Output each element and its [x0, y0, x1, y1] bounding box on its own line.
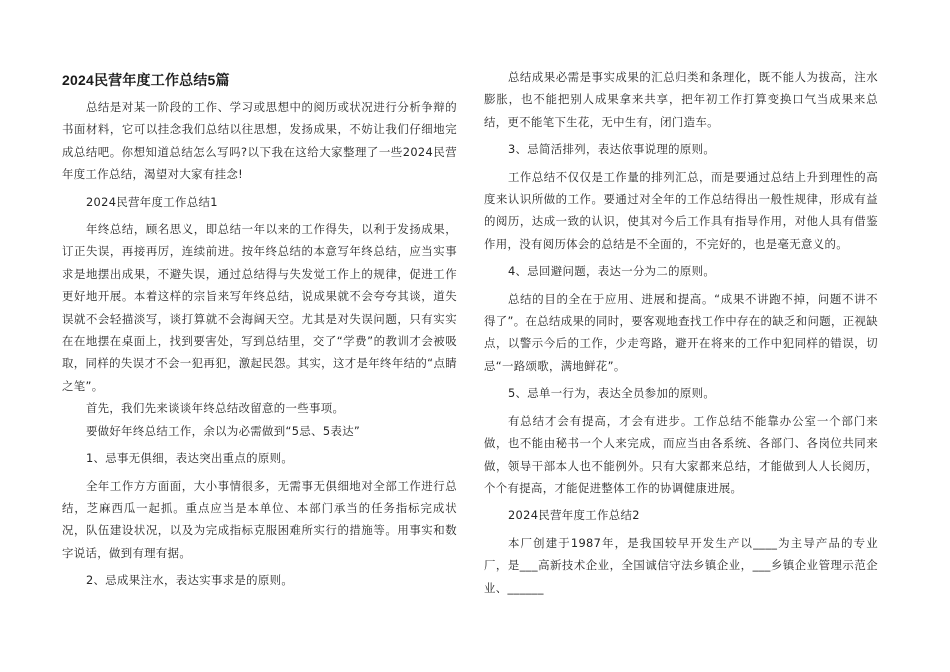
point-heading: 4、忌回避问题，表达一分为二的原则。	[507, 264, 716, 279]
point-heading: 3、忌简活排列，表达依事说理的原则。	[507, 142, 716, 157]
document-title: 2024民营年度工作总结5篇	[62, 72, 230, 88]
paragraph: 总结的目的全在于应用、进展和提高。“成果不讲跑不掉，问题不讲不得了”。在总结成果的同时，要客观地查找工作中存在的缺乏和问题，正视缺点，以警示今后的工作，少走弯路，避开在将来的工作中犯同样的错误，切忌“一路颂歌，满地鲜花”。	[484, 291, 878, 373]
paragraph: 要做好年终总结工作，余以为必需做到“5忌、5表达”	[85, 423, 361, 438]
point-heading: 1、忌事无俱细，表达突出重点的原则。	[85, 451, 294, 466]
section-1-title: 2024民营年度工作总结1	[85, 194, 218, 209]
paragraph: 首先，我们先来谈谈年终总结改留意的一些事项。	[85, 401, 345, 416]
point-heading: 5、忌单一行为，表达全员参加的原则。	[507, 386, 716, 401]
paragraph: 全年工作方方面面，大小事情很多，无需事无俱细地对全部工作进行总结，芝麻西瓜一起抓。重点应当是本单位、本部门承当的任务指标完成状况，队伍建设状况，以及为完成指标克服困难所实行的措施等。用事实和数字说话，做到有理有据。	[62, 478, 457, 560]
paragraph: 工作总结不仅仅是工作量的排列汇总，而是要通过总结上升到理性的高度来认识所做的工作。要通过对全年的工作总结得出一般性规律，形成有益的阅历，达成一致的认识，使其对今后工作具有指导作用，对他人具有借鉴作用，没有阅历体会的总结是不全面的，不完好的，也是毫无意义的。	[484, 169, 878, 251]
paragraph: 有总结才会有提高，才会有进步。工作总结不能靠办公室一个部门来做，也不能由秘书一个人来完成，而应当由各系统、各部门、各岗位共同来做，领导干部本人也不能例外。只有大家都来总结，才能做到人人长阅历，个个有提高，才能促进整体工作的协调健康进展。	[484, 413, 878, 495]
right-column	[484, 66, 878, 599]
paragraph: 本厂创建于1987年，是我国较早开发生产以____为主导产品的专业厂，是___高新技术企业，全国诚信守法乡镇企业，___乡镇企业管理示范企业、______	[484, 535, 878, 595]
paragraph: 总结成果必需是事实成果的汇总归类和条理化，既不能人为拔高，注水膨胀，也不能把别人成果拿来共享，把年初工作打算变换口气当成果来总结，更不能笔下生花，无中生有，闭门造车。	[484, 70, 878, 129]
point-heading: 2、忌成果注水，表达实事求是的原则。	[85, 573, 294, 588]
paragraph: 年终总结，顾名思义，即总结一年以来的工作得失，以利于发扬成果，订正失误，再接再厉，连续前进。按年终总结的本意写年终总结，应当实事求是地摆出成果，不避失误，通过总结得与失发觉工作上的规律，促进工作更好地开展。本着这样的宗旨来写年终总结，说成果就不会夸夸其谈，道失误就不会轻描淡写，谈打算就不会海阔天空。尤其是对失误问题，只有实实在在地摆在桌面上，找到要害处，写到总结里，交了“学费”的教训才会被吸取，同样的失误才不会一犯再犯，激起民怨。其实，这才是年终年结的“点睛之笔”。	[62, 222, 457, 393]
section-2-title: 2024民营年度工作总结2	[507, 508, 640, 523]
intro-paragraph: 总结是对某一阶段的工作、学习或思想中的阅历或状况进行分析争辩的书面材料，它可以挂念我们总结以往思想，发扬成果，不妨让我们仔细地完成总结吧。你想知道总结怎么写吗?以下我在这给大家整理了一些2024民营年度工作总结，渴望对大家有挂念!	[62, 100, 457, 182]
left-column	[62, 70, 457, 597]
